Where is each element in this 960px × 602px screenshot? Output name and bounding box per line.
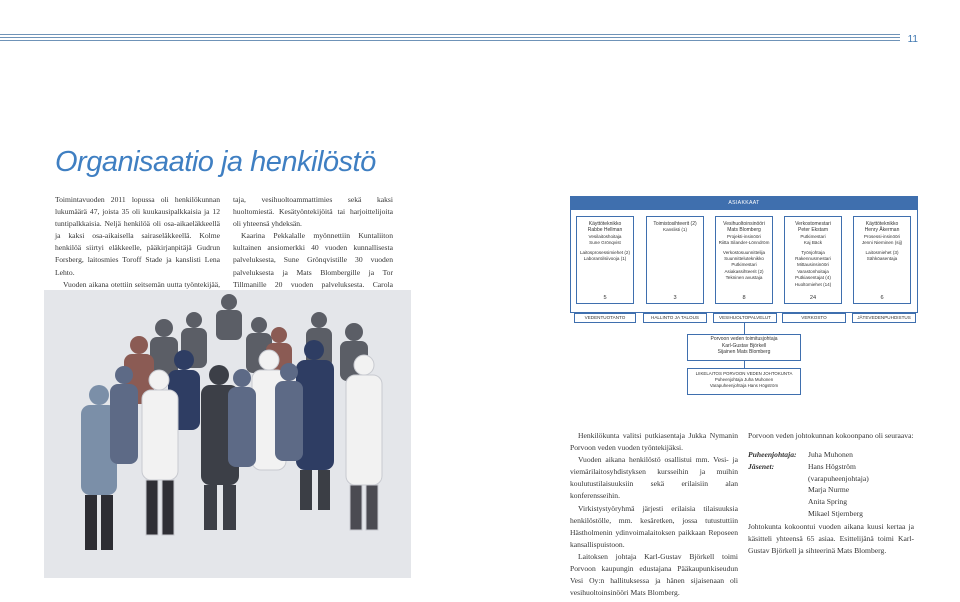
org-box-title: Käyttöteknikko: [588, 221, 622, 227]
paragraph: Virkistystyöryhmä järjesti erilaisia tilaisuuksia henkilöstölle, mm. kesäretken, jossa tutustuttiin Hästholmenin ydinvoimalaitoksen paikkaan Reposeen kansallispuistoon.: [570, 503, 738, 549]
org-line: Projekti-insinööri: [727, 233, 761, 239]
board-intro: Porvoon veden johtokunnan kokoonpano oli seuraava:: [748, 431, 914, 440]
text-column-3: [570, 430, 738, 599]
org-box-count: 24: [809, 294, 817, 301]
org-chart: [570, 196, 918, 398]
header-rule: [0, 34, 900, 43]
org-line: Huoltomiehet (14): [794, 281, 832, 287]
org-header-customers: ASIAKKAAT: [570, 196, 918, 210]
member: Marja Nurme: [808, 485, 850, 495]
org-line: Sähköasentaja: [866, 256, 898, 262]
board-chair: Puheenjohtaja Juha Muhonen: [714, 377, 774, 383]
director-title: Porvoon veden toimitusjohtaja: [710, 336, 778, 342]
org-box-vedentuotanto: [576, 216, 634, 304]
board-vice: Varapuheenjohtaja Hans Högström: [709, 383, 779, 389]
org-line: Tekninen avustaja: [725, 275, 763, 281]
org-box-title: Käyttöteknikko: [865, 221, 899, 227]
org-line: Putkiasentajat (4): [795, 275, 831, 281]
org-box-title: Vesihuoltoinsinööri: [723, 221, 765, 227]
board-outro: Johtokunta kokoontui vuoden aikana kuusi kertaa ja käsitteli yhteensä 65 asiaa. Esittelijänä toimi Karl-Gustav Björkell ja sihteerinä Mats Blomberg.: [748, 522, 914, 556]
org-box-name: Mats Blomberg: [727, 227, 761, 234]
unit-jatevedenpuhdistus: JÄTEVEDENPUHDISTUS: [852, 313, 916, 323]
page-title: Organisaatio ja henkilöstö: [55, 146, 376, 178]
org-line: Sune Grönqvist: [589, 240, 621, 246]
board-box: [687, 368, 801, 395]
connector-line: [744, 361, 745, 368]
staff-group-photo: [44, 290, 411, 578]
org-line: Putkimestari: [731, 262, 757, 268]
org-box-count: 3: [673, 294, 677, 301]
paragraph: Vuoden aikana otettiin seitsemän uutta työntekijää,: [63, 279, 220, 289]
org-box-name: Rabbe Hellman: [587, 227, 623, 234]
paragraph: Henkilökunta valitsi putkiasentaja Jukka Nymanin Porvoon veden vuoden työntekijäksi.: [570, 431, 738, 453]
org-line: Jenni Nieminen (sij): [861, 240, 903, 246]
org-box-hallinto: [646, 216, 704, 304]
org-box-vesihuolto: [715, 216, 773, 304]
board-members: [748, 449, 869, 520]
org-line: Laitosmiehet (3): [865, 249, 899, 255]
connector-line: [744, 323, 745, 334]
member: Anita Spring: [808, 497, 848, 507]
org-box-count: 8: [742, 294, 746, 301]
paragraph: taja, vesihuoltoammattimies sekä kaksi huoltomiestä. Kesätyöntekijöitä tai harjoittelijoita oli yhteensä yhdeksän.: [233, 195, 393, 229]
org-line: Rakennusmestari: [795, 256, 831, 262]
org-line: Laboranti/siivooja (1): [583, 256, 627, 262]
org-box-count: 5: [603, 294, 607, 301]
org-line: Verkostosuunnittelija: [722, 249, 766, 255]
org-line: Asiakassihteerit (2): [724, 268, 764, 274]
unit-verkosto: VERKOSTO: [782, 313, 846, 323]
org-line: Putkimestari: [800, 233, 826, 239]
org-line: Varastonhoitaja: [797, 268, 829, 274]
org-line: Laitosprosessimiehet (2): [579, 249, 631, 255]
chair-name: Juha Muhonen: [808, 450, 853, 459]
org-line: Prosessi-insinööri: [863, 233, 901, 239]
chair-label: Puheenjohtaja:: [748, 450, 797, 459]
org-box-jatevesi: [853, 216, 911, 304]
org-box-title: Verkostomestari: [795, 221, 831, 227]
org-line: Työnjohtaja: [801, 249, 825, 255]
director-name: Karl-Gustav Björkell: [721, 342, 767, 349]
org-box-title: Toimistosihteerit (2): [653, 221, 697, 227]
page-number: 11: [907, 34, 918, 45]
paragraph: Kaarina Pekkalalle myönnettiin Kuntaliiton kultainen ansiomerkki 40 vuoden kunnallisesta palveluksesta, Sune Grönqvistille 30 vuoden palveluksesta ja Mats Blombergille ja Tor Tillmanille 20 vuoden palveluksesta. Carola: [233, 231, 393, 289]
org-line: Kanslisti (1): [663, 227, 687, 233]
org-line: Kaj Bäck: [803, 240, 823, 246]
member: Hans Högström: [808, 461, 856, 471]
org-line: Riitta Silander-Lönndröm: [718, 240, 770, 246]
member-note: (varapuheenjohtaja): [808, 473, 869, 483]
org-line: Suunnitteluteknikko: [724, 256, 764, 262]
unit-vedentuotanto: VEDENTUOTANTO: [574, 313, 636, 323]
org-line: Mittausinsinööri: [797, 262, 829, 268]
paragraph: Vuoden aikana henkilöstö osallistui mm. Vesi- ja viemärilaitosyhdistyksen kursseihin ja muihin koulutustilaisuuksiin sekä erilaisiin alan konferensseihin.: [570, 455, 738, 501]
member: Mikael Stjernberg: [808, 508, 863, 518]
members-label: Jäsenet:: [748, 461, 775, 471]
director-box: [687, 334, 801, 361]
board-title: LIIKELAITOS PORVOON VEDEN JOHTOKUNTA: [695, 371, 793, 376]
board-outro-column: [748, 521, 914, 557]
director-deputy: Sijainen Mats Blomberg: [717, 349, 771, 356]
text-column-4: [748, 430, 914, 442]
org-box-name: Henry Åkerman: [864, 227, 900, 234]
paragraph: Laitoksen johtaja Karl-Gustav Björkell toimi Porvoon kaupungin edustajana Pääkaupunkiseudun Vesi Oy:n hallituksessa ja hänen sijaisenaan oli vesihuoltoinsinööri Mats Blomberg.: [570, 551, 738, 598]
org-box-name: Peter Ekstam: [797, 227, 828, 234]
org-box-verkosto: [784, 216, 842, 304]
org-line: Vesilaitoshoitaja: [588, 233, 622, 239]
paragraph: Toimintavuoden 2011 lopussa oli henkilökunnan lukumäärä 47, joista 35 oli kuukausipalkkaisia ja 12 tuntipalkkaisia. Neljä henkilöä oli osa-aikaeläkkeellä ja kaksi osa-aikaisella sairaseläkkeellä. Kolme henkilöä siirtyi eläkkeelle, pääkirjanpitäjä Gudrun Forsberg, laitosmies Toroff Stade ja kanslisti Lena Lehto.: [55, 195, 220, 277]
org-box-count: 6: [880, 294, 884, 301]
unit-vesihuoltopalvelut: VESIHUOLTOPALVELUT: [713, 313, 777, 323]
unit-hallinto: HALLINTO JA TALOUS: [643, 313, 707, 323]
group-photo-icon: [44, 290, 411, 578]
